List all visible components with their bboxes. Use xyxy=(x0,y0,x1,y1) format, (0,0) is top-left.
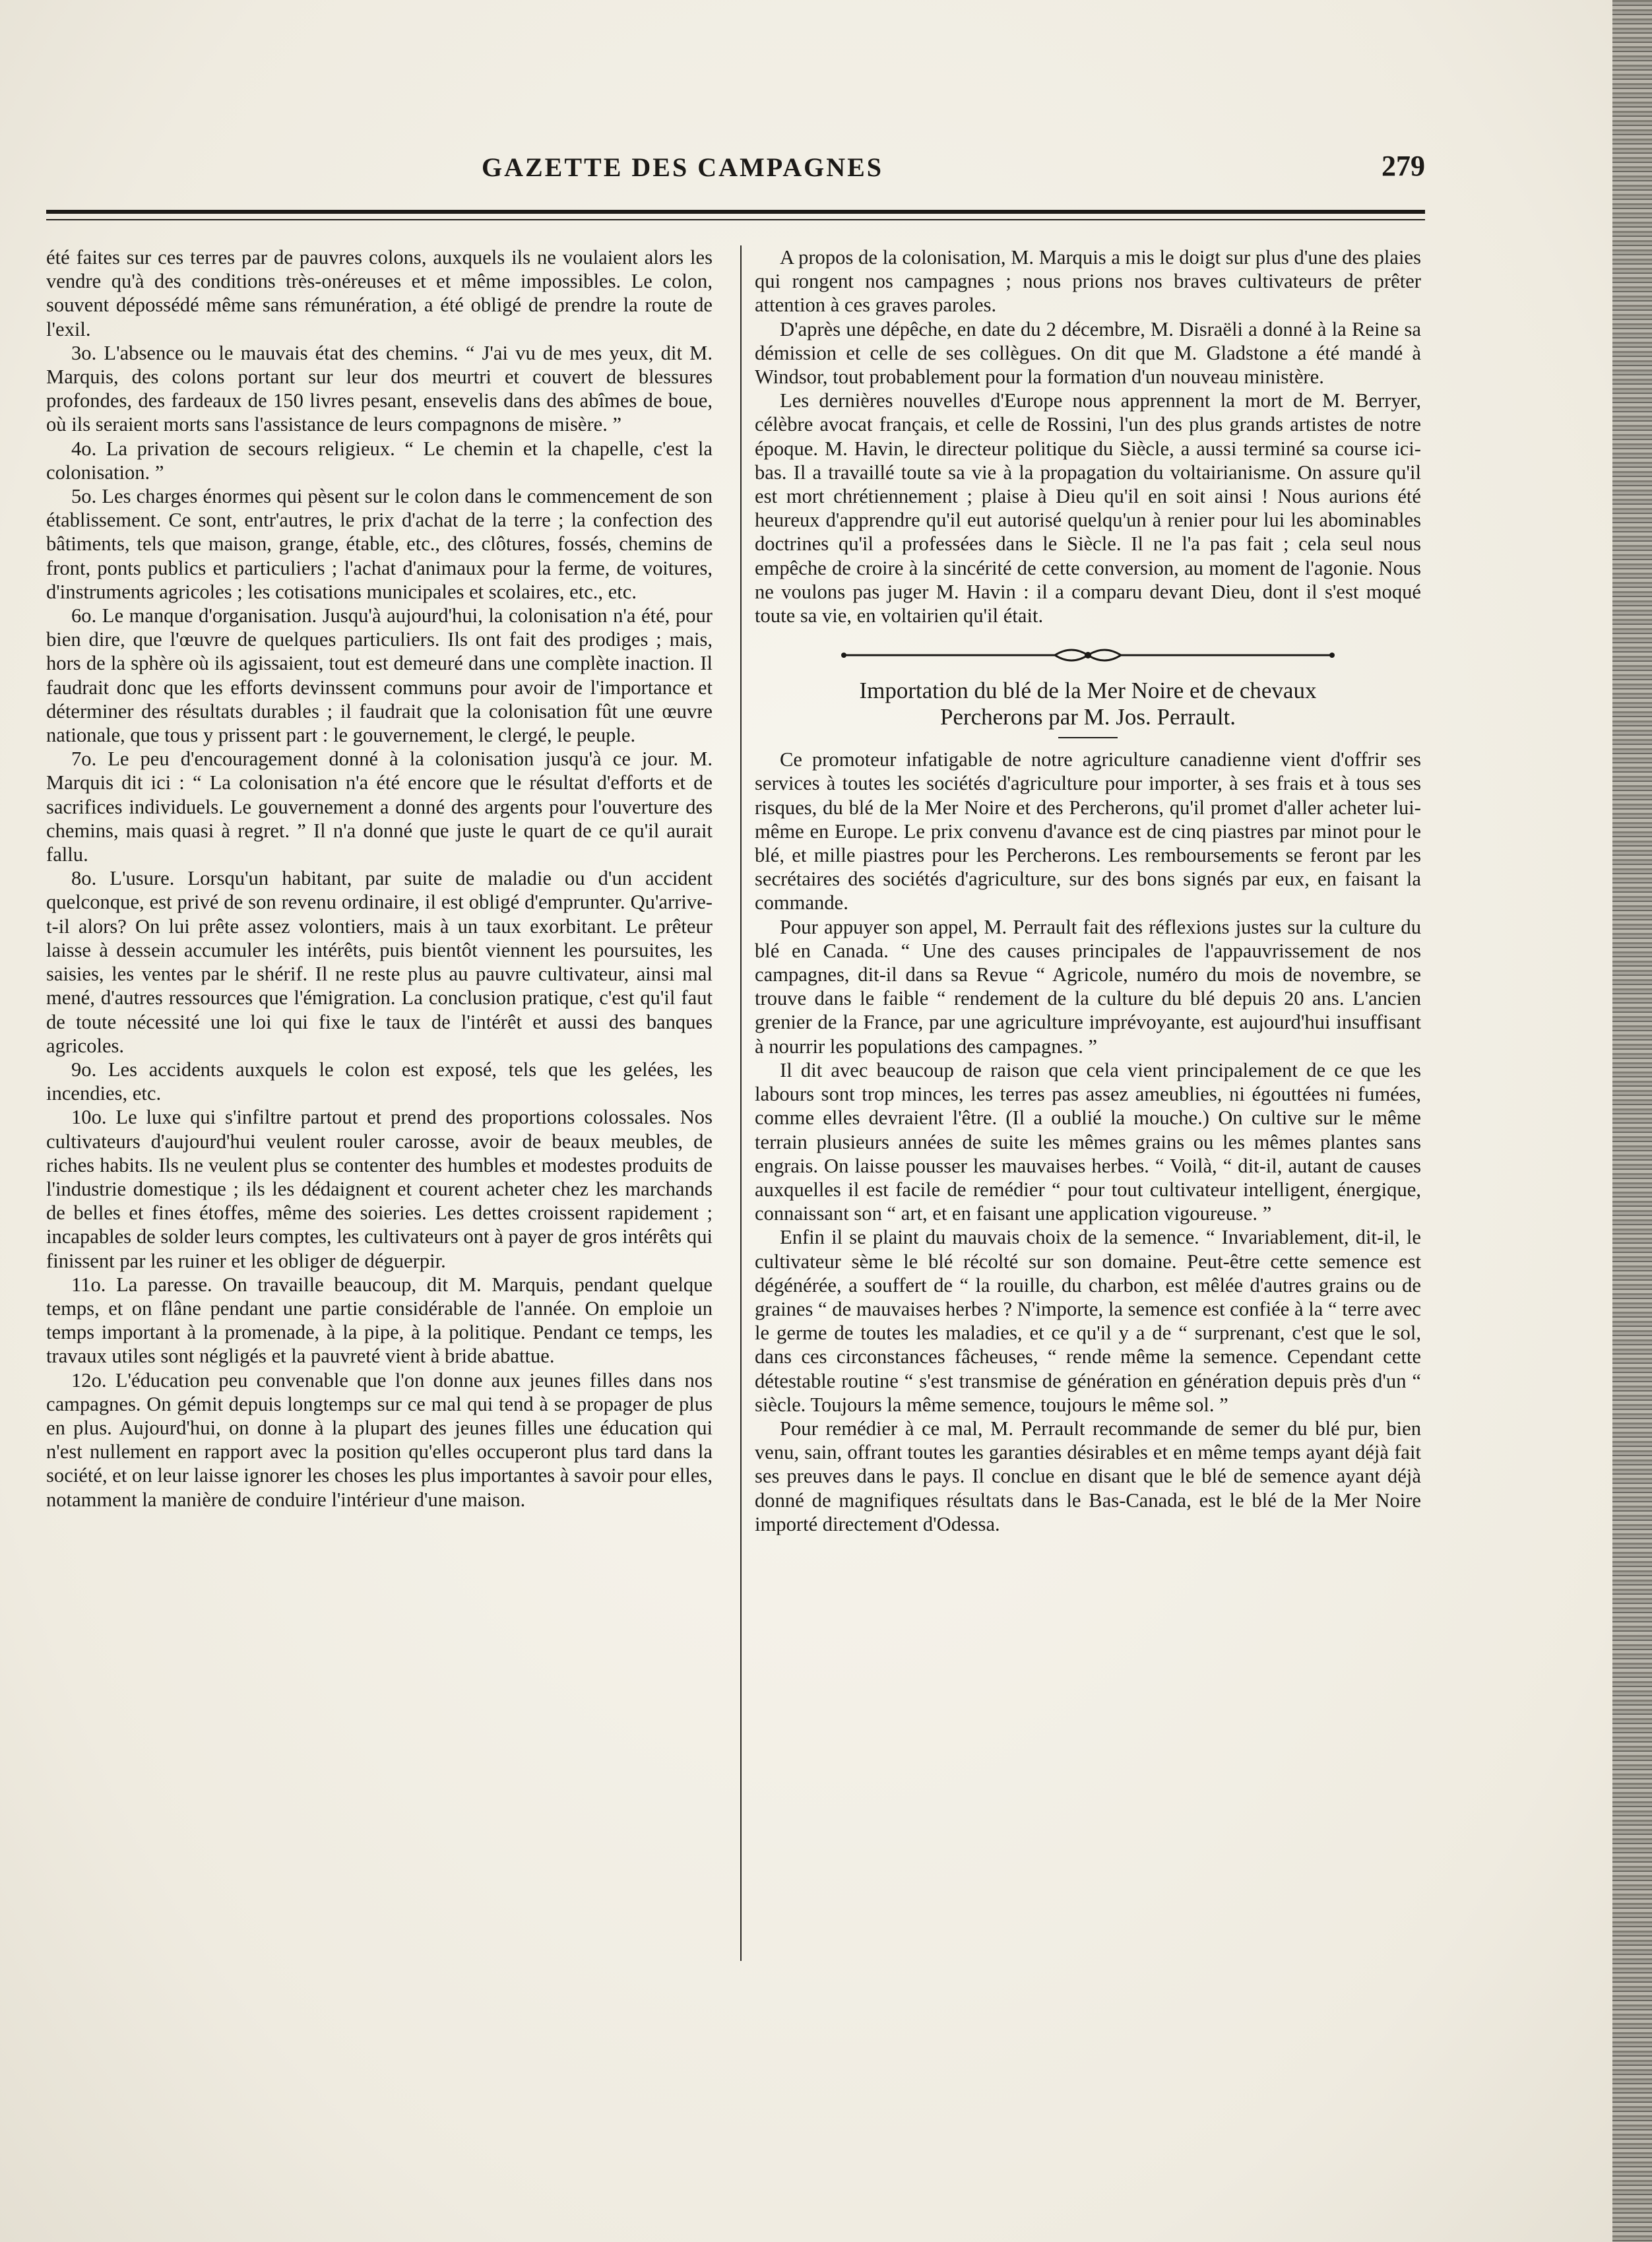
ornamental-divider xyxy=(755,642,1421,668)
running-title: GAZETTE DES CAMPAGNES xyxy=(482,152,884,182)
paragraph: Il dit avec beaucoup de raison que cela vient principalement de ce que les labours sont trop minces, les terres pas assez ameublies, ni égouttées ni fumées, comme elles devraient l'être. (Il a oublié la mouche.) On cultive sur le même terrain plusieurs années de suite les mêmes grains ou les mêmes plantes sans engrais. On laisse pousser les mauvaises herbes. “ Voilà, “ dit-il, autant de causes auxquelles il est facile de remédier “ pour tout cultivateur intelligent, énergique, connaissant son “ art, et en faisant une application vigoureuse. ” xyxy=(755,1058,1421,1225)
column-divider xyxy=(740,245,742,1961)
paragraph: 3o. L'absence ou le mauvais état des chemins. “ J'ai vu de mes yeux, dit M. Marquis, des colons portant sur leur dos meurtri et couvert de blessures profondes, des fardeaux de 150 livres pesant, ensevelis dans des abîmes de boue, où ils seraient morts sans l'assistance de leurs compagnons de misère. ” xyxy=(46,341,713,436)
paragraph: 11o. La paresse. On travaille beaucoup, dit M. Marquis, pendant quelque temps, et on flâne pendant une partie considérable de l'année. On emploie un temps important à la promenade, à la pipe, à la politique. Pendant ce temps, les travaux utiles sont négligés et la pauvreté vient à bride abattue. xyxy=(46,1273,713,1368)
page-number: 279 xyxy=(1382,150,1425,182)
paragraph: 4o. La privation de secours religieux. “ Le chemin et la chapelle, c'est la colonisation. ” xyxy=(46,437,713,484)
paragraph: D'après une dépêche, en date du 2 décembre, M. Disraëli a donné à la Reine sa démission et celle de ses collègues. On dit que M. Gladstone a été mandé à Windsor, tout probablement pour la formation d'un nouveau ministère. xyxy=(755,317,1421,389)
paragraph: 8o. L'usure. Lorsqu'un habitant, par suite de maladie ou d'un accident quelconque, est privé de son revenu ordinaire, il est obligé d'emprunter. Qu'arrive-t-il alors? On lui prête assez volontiers, mais à un taux exorbitant. Le prêteur laisse à dessein accumuler les intérêts, puis bientôt viennent les poursuites, les saisies, les ventes par le shérif. Il ne reste plus au pauvre cultivateur, ainsi mal mené, d'autres ressources que l'émigration. La conclusion pratique, c'est qu'il faut de toute nécessité une loi qui fixe le taux de l'intérêt et aussi des banques agricoles. xyxy=(46,867,713,1057)
section-title-line: Percherons par M. Jos. Perrault. xyxy=(939,704,1236,730)
paragraph: Pour remédier à ce mal, M. Perrault recommande de semer du blé pur, bien venu, sain, offrant toutes les garanties désirables et en même temps ayant déjà fait ses preuves dans le pays. Il conclue en disant que le blé de semence ayant déjà donné de magnifiques résultats dans le Bas-Canada, est le blé de la Mer Noire importé directement d'Odessa. xyxy=(755,1417,1421,1535)
scan-edge xyxy=(1612,0,1652,2242)
title-rule xyxy=(1058,737,1118,738)
paragraph: Enfin il se plaint du mauvais choix de la semence. “ Invariablement, dit-il, le cultivateur sème le blé récolté sur son domaine. Peut-être cette semence est dégénérée, a souffert de “ la rouille, du charbon, est mêlée d'autres grains ou de graines “ de mauvaises herbes ? N'importe, la semence est confiée à la “ terre avec le germe de toutes les maladies, et ce qu'il y a de “ surprenant, c'est que le sol, dans ces circonstances fâcheuses, “ rende même la semence. Cependant cette détestable routine “ s'est transmise de génération en génération depuis près d'un “ siècle. Toujours la même semence, toujours le même sol. ” xyxy=(755,1226,1421,1416)
section-title xyxy=(755,678,1421,730)
paragraph: 5o. Les charges énormes qui pèsent sur le colon dans le commencement de son établissement. Ce sont, entr'autres, le prix d'achat de la terre ; la confection des bâtiments, tels que maison, grange, étable, etc., des clôtures, fossés, chemins de front, ponts publics et particuliers ; l'achat d'animaux pour la ferme, de voitures, d'instruments agricoles ; les cotisations municipales et scolaires, etc., etc. xyxy=(46,485,713,603)
ornament-icon xyxy=(837,642,1339,668)
paragraph: A propos de la colonisation, M. Marquis a mis le doigt sur plus d'une des plaies qui rongent nos campagnes ; nous prions nos braves cultivateurs de prêter attention à ces graves paroles. xyxy=(755,246,1421,317)
paragraph: 9o. Les accidents auxquels le colon est exposé, tels que les gelées, les incendies, etc. xyxy=(46,1058,713,1105)
paragraph: Ce promoteur infatigable de notre agriculture canadienne vient d'offrir ses services à toutes les sociétés d'agriculture pour importer, à ses frais et à tous ses risques, du blé de la Mer Noire et des Percherons, qu'il promet d'aller acheter lui-même en Europe. Le prix convenu d'avance est de cinq piastres par minot pour le blé, et mille piastres pour les Percherons. Les remboursements se feront par les secrétaires des sociétés d'agriculture, sur des bons signés par eux, en faisant la commande. xyxy=(755,748,1421,914)
section-title-line: Importation du blé de la Mer Noire et de chevaux xyxy=(859,678,1317,704)
paragraph: Pour appuyer son appel, M. Perrault fait des réflexions justes sur la culture du blé en Canada. “ Une des causes principales de l'appauvrissement de nos campagnes, dit-il dans sa Revue “ Agricole, numéro du mois de novembre, se trouve dans le faible “ rendement de la culture du blé depuis 20 ans. L'ancien grenier de la France, par une agriculture imprévoyante, est aujourd'hui insuffisant à nourrir les populations des campagnes. ” xyxy=(755,915,1421,1058)
page-header xyxy=(46,146,1425,193)
header-rule xyxy=(46,210,1425,220)
right-column xyxy=(755,245,1421,1536)
paragraph: été faites sur ces terres par de pauvres colons, auxquels ils ne voulaient alors les vendre qu'à des conditions très-onéreuses et et même impossibles. Le colon, souvent dépossédé même sans rémunération, a été obligé de prendre la route de l'exil. xyxy=(46,246,713,340)
paragraph: 6o. Le manque d'organisation. Jusqu'à aujourd'hui, la colonisation n'a été, pour bien dire, que l'œuvre de quelques particuliers. Ils ont fait des prodiges ; mais, hors de la sphère où ils agissaient, tout est demeuré dans une complète inaction. Il faudrait donc que les efforts devinssent communs pour avoir de l'importance et déterminer des résultats durables ; il faudrait que la colonisation fût une œuvre nationale, que tous y prissent part : le gouvernement, le clergé, le peuple. xyxy=(46,604,713,747)
paragraph: 12o. L'éducation peu convenable que l'on donne aux jeunes filles dans nos campagnes. On gémit depuis longtemps sur ce mal qui tend à se propager de plus en plus. Aujourd'hui, on donne à la plupart des jeunes filles une éducation qui n'est nullement en rapport avec la position qu'elles occuperont plus tard dans la société, et on leur laisse ignorer les choses les plus importantes à savoir pour elles, notamment la manière de conduire l'intérieur d'une maison. xyxy=(46,1368,713,1511)
paragraph: Les dernières nouvelles d'Europe nous apprennent la mort de M. Berryer, célèbre avocat français, et celle de Rossini, l'un des plus grands artistes de notre époque. M. Havin, le directeur politique du Siècle, a aussi terminé sa course ici-bas. Il a travaillé toute sa vie à la propagation du voltairianisme. On assure qu'il est mort chrétiennement ; plaise à Dieu qu'il en soit ainsi ! Nous aurions été heureux d'apprendre qu'il eut autorisé quelqu'un à renier pour lui les abominables doctrines qu'il a professées dans le Siècle. Il ne l'a pas fait ; cela seul nous empêche de croire à la sincérité de cette conversion, au moment de l'agonie. Nous ne voulons pas juger M. Havin : il a comparu devant Dieu, dont il s'est moqué toute sa vie, en voltairien qu'il était. xyxy=(755,389,1421,627)
paragraph: 10o. Le luxe qui s'infiltre partout et prend des proportions colossales. Nos cultivateurs d'aujourd'hui veulent rouler carosse, avoir de beaux meubles, de riches habits. Ils ne veulent plus se contenter des humbles et modestes produits de l'industrie domestique ; ils les dédaignent et courent acheter chez les marchands de belles et fines étoffes, même des soieries. Les dettes croissent rapidement ; incapables de solder leurs comptes, les cultivateurs ont à payer de gros intérêts qui finissent par les ruiner et les obliger de déguerpir. xyxy=(46,1106,713,1272)
paragraph: 7o. Le peu d'encouragement donné à la colonisation jusqu'à ce jour. M. Marquis dit ici : “ La colonisation n'a été encore que le résultat d'efforts et de sacrifices individuels. Le gouvernement a donné des argents pour l'ouverture des chemins, mais quasi à regret. ” Il n'a donné que juste le quart de ce qu'il aurait fallu. xyxy=(46,748,713,866)
left-column xyxy=(46,245,713,1512)
